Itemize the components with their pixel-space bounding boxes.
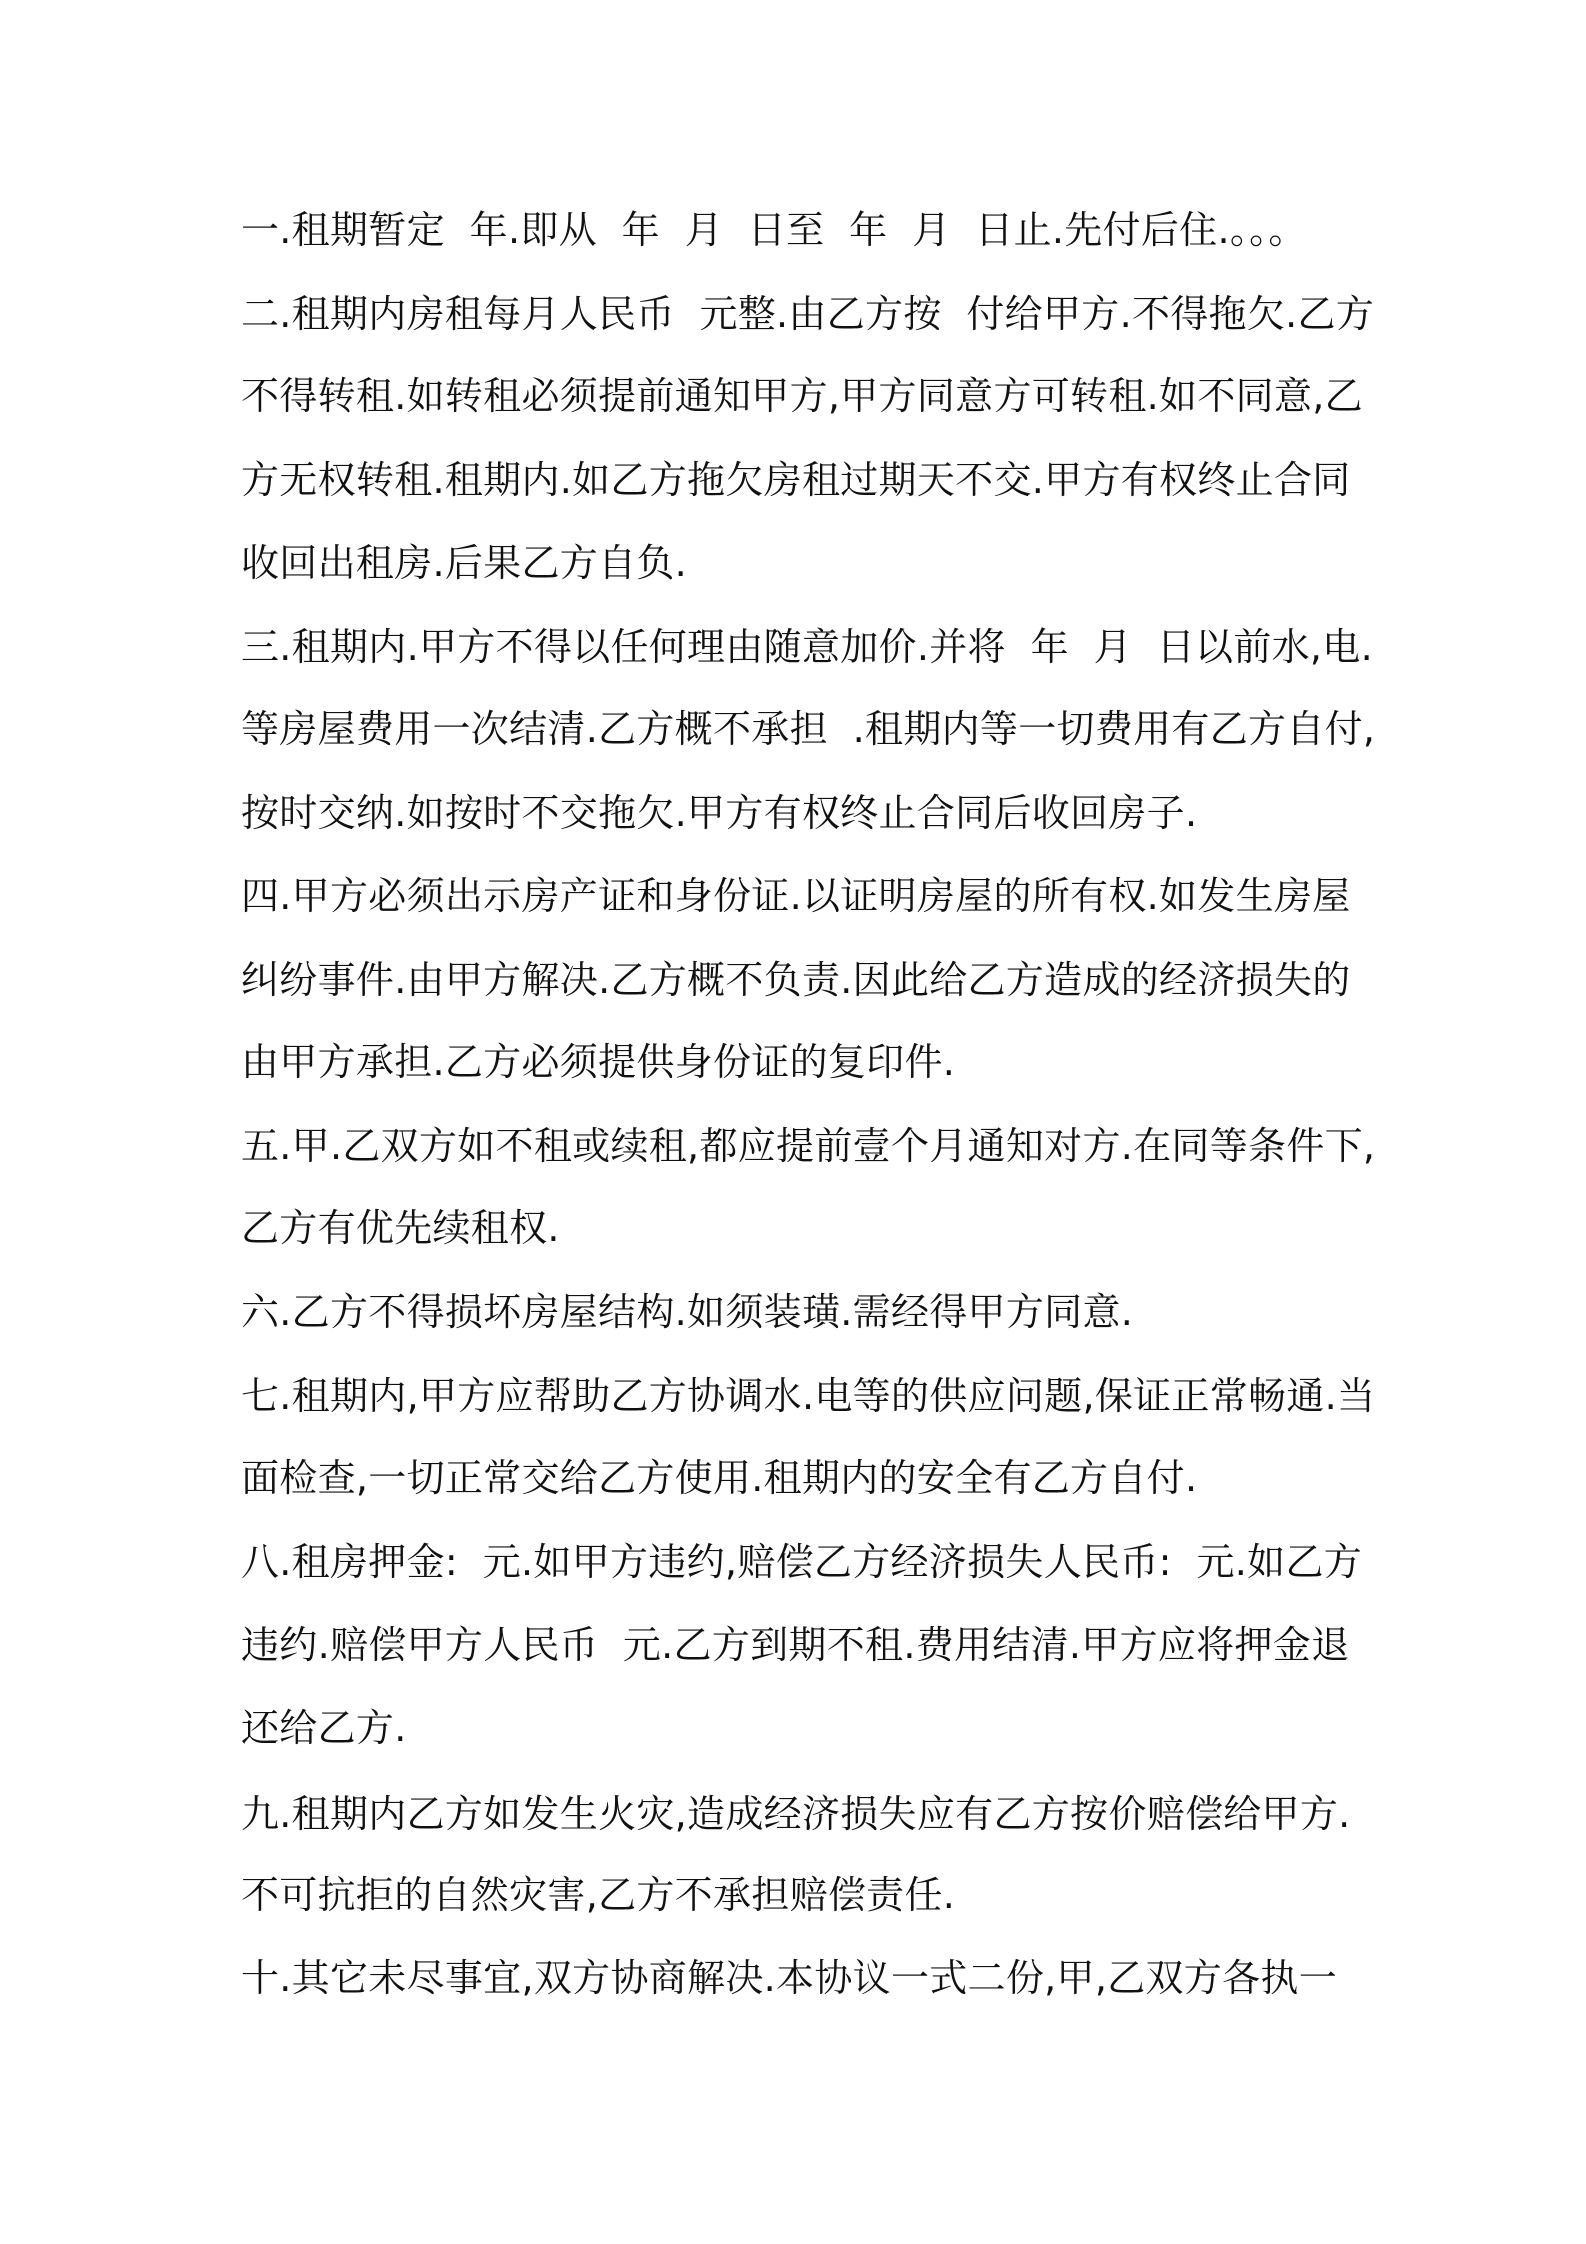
clause-9-line-2: 不可抗拒的自然灾害,乙方不承担赔偿责任. <box>241 1873 956 1917</box>
clause-2-line-3: 方无权转租.租期内.如乙方拖欠房租过期天不交.甲方有权终止合同 <box>241 458 1351 502</box>
clause-5-line-2: 乙方有优先续租权. <box>241 1206 560 1250</box>
clause-2-line-4: 收回出租房.后果乙方自负. <box>241 541 688 585</box>
clause-3-line-2: 等房屋费用一次结清.乙方概不承担 .租期内等一切费用有乙方自付, <box>241 707 1376 751</box>
clause-5-line-1: 五.甲.乙双方如不租或续租,都应提前壹个月通知对方.在同等条件下, <box>241 1124 1376 1168</box>
clause-10-line-1: 十.其它未尽事宜,双方协商解决.本协议一式二份,甲,乙双方各执一 <box>241 1956 1337 2000</box>
clause-2-line-1: 二.租期内房租每月人民币 元整.由乙方按 付给甲方.不得拖欠.乙方 <box>241 292 1375 336</box>
clause-8-line-2: 违约.赔偿甲方人民币 元.乙方到期不租.费用结清.甲方应将押金退 <box>241 1623 1350 1667</box>
clause-4-line-3: 由甲方承担.乙方必须提供身份证的复印件. <box>241 1040 956 1084</box>
clause-7-line-1: 七.租期内,甲方应帮助乙方协调水.电等的供应问题,保证正常畅通.当 <box>241 1374 1376 1418</box>
clause-1-line-1: 一.租期暂定 年.即从 年 月 日至 年 月 日止.先付后住.。。。 <box>241 208 1307 252</box>
clause-8-line-1: 八.租房押金: 元.如甲方违约,赔偿乙方经济损失人民币: 元.如乙方 <box>241 1540 1363 1584</box>
clause-3-line-3: 按时交纳.如按时不交拖欠.甲方有权终止合同后收回房子. <box>241 791 1198 835</box>
clause-7-line-2: 面检查,一切正常交给乙方使用.租期内的安全有乙方自付. <box>241 1456 1198 1500</box>
clause-4-line-2: 纠纷事件.由甲方解决.乙方概不负责.因此给乙方造成的经济损失的 <box>241 958 1351 1002</box>
clause-9-line-1: 九.租期内乙方如发生火灾,造成经济损失应有乙方按价赔偿给甲方. <box>241 1792 1351 1836</box>
clause-4-line-1: 四.甲方必须出示房产证和身份证.以证明房屋的所有权.如发生房屋 <box>241 874 1351 918</box>
clause-3-line-1: 三.租期内.甲方不得以任何理由随意加价.并将 年 月 日以前水,电. <box>241 625 1373 669</box>
clause-6-line-1: 六.乙方不得损坏房屋结构.如须装璜.需经得甲方同意. <box>241 1290 1134 1334</box>
clause-8-line-3: 还给乙方. <box>241 1706 407 1750</box>
clause-2-line-2: 不得转租.如转租必须提前通知甲方,甲方同意方可转租.如不同意,乙 <box>241 374 1363 418</box>
